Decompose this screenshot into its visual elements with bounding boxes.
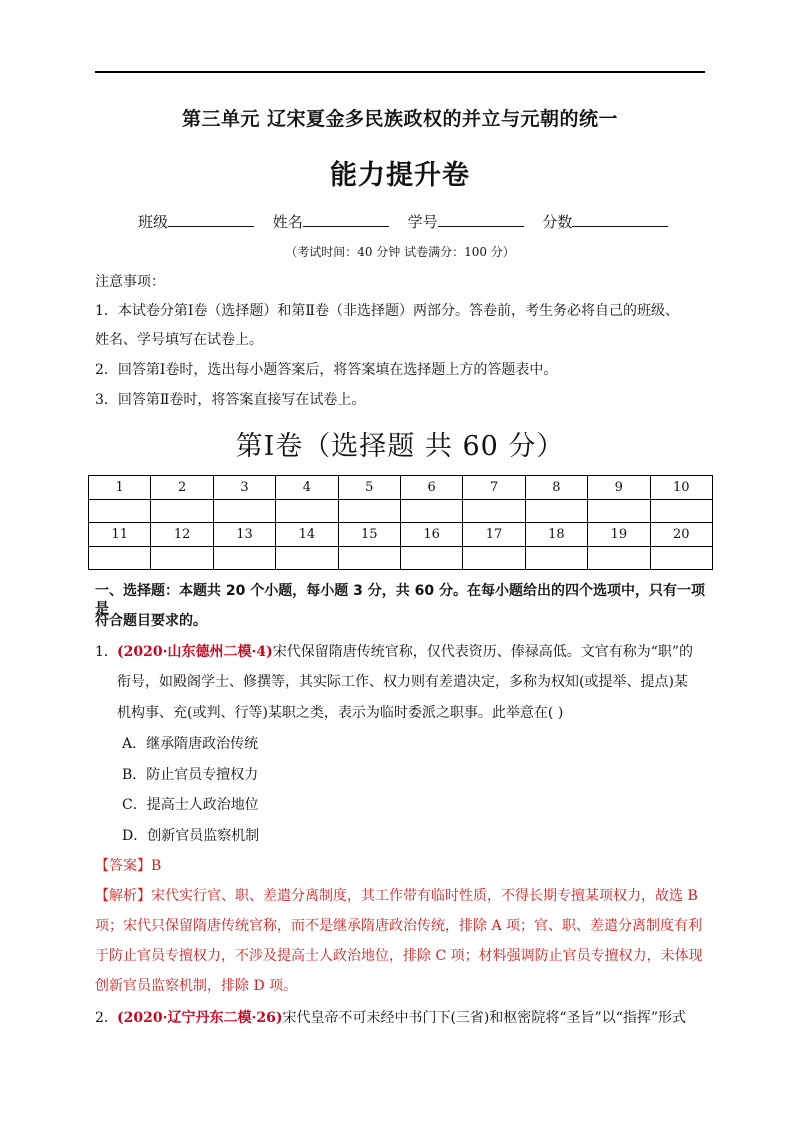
answer-number-cell: 8 (525, 476, 587, 500)
answer-number-cell: 16 (400, 523, 462, 547)
answer-blank-cell[interactable] (151, 499, 213, 523)
score-blank[interactable] (572, 212, 668, 227)
answer-number-cell: 2 (151, 476, 213, 500)
question-2-stem-line-1: 宋代皇帝不可未经中书门下(三省)和枢密院将“圣旨”以“指挥”形式 (282, 1010, 687, 1026)
unit-title: 第三单元 辽宋夏金多民族政权的并立与元朝的统一 (181, 108, 619, 130)
section-title: 第Ⅰ卷（选择题 共 60 分） (235, 431, 565, 462)
score-field (542, 211, 668, 232)
name-label: 姓名 (272, 213, 303, 231)
question-1-analysis-line-2: 项；宋代只保留隋唐传统官称，而不是继承隋唐政治传统，排除 A 项；官、职、差遣分离制度有利 (95, 918, 703, 934)
answer-blank-cell[interactable] (650, 546, 712, 570)
answer-number-cell: 11 (89, 523, 151, 547)
exam-time-info: （考试时间：40 分钟 试卷满分：100 分） (285, 245, 515, 259)
question-1-stem-line-1: 宋代保留隋唐传统官称，仅代表资历、俸禄高低。文官有称为“职”的 (272, 644, 694, 660)
student-id-field (408, 211, 524, 232)
student-id-blank[interactable] (438, 212, 524, 227)
answer-blank-cell[interactable] (463, 546, 525, 570)
answer-blank-cell[interactable] (276, 546, 338, 570)
answer-number-cell: 13 (213, 523, 275, 547)
notice-item-2: 2．回答第Ⅰ卷时，选出每小题答案后，将答案填在选择题上方的答题表中。 (95, 362, 558, 378)
name-blank[interactable] (303, 212, 389, 227)
score-label: 分数 (542, 213, 573, 231)
answer-table-header-row (89, 523, 713, 547)
answer-number-cell: 10 (650, 476, 712, 500)
answer-table-blank-row (89, 499, 713, 523)
answer-blank-cell[interactable] (338, 499, 400, 523)
class-field (138, 211, 254, 232)
answer-blank-cell[interactable] (525, 546, 587, 570)
question-1-analysis-line-4: 创新官员监察机制，排除 D 项。 (95, 978, 298, 994)
question-1-option-d[interactable]: D．创新官员监察机制 (122, 828, 260, 844)
student-info-fields (138, 211, 682, 232)
answer-number-cell: 12 (151, 523, 213, 547)
question-1-option-c[interactable]: C．提高士人政治地位 (122, 797, 259, 813)
answer-table-blank-row (89, 546, 713, 570)
student-id-label: 学号 (407, 213, 438, 231)
question-1-option-a[interactable]: A．继承隋唐政治传统 (122, 736, 259, 752)
answer-table (88, 475, 713, 570)
answer-number-cell: 20 (650, 523, 712, 547)
answer-number-cell: 9 (588, 476, 650, 500)
answer-number-cell: 15 (338, 523, 400, 547)
answer-number-cell: 4 (276, 476, 338, 500)
answer-blank-cell[interactable] (588, 499, 650, 523)
question-1-first-line (95, 643, 715, 661)
question-1-answer: 【答案】B (95, 858, 162, 874)
answer-number-cell: 18 (525, 523, 587, 547)
answer-number-cell: 14 (276, 523, 338, 547)
question-1-stem-line-3: 机构事、充(或判、行等)某职之类，表示为临时委派之职事。此举意在( ) (117, 705, 564, 721)
question-2-first-line (95, 1009, 715, 1027)
exam-title: 能力提升卷 (330, 160, 470, 191)
answer-blank-cell[interactable] (400, 546, 462, 570)
question-1-analysis-line-1: 【解析】宋代实行官、职、差遣分离制度，其工作带有临时性质，不得长期专擅某项权力，故选 B (95, 888, 698, 904)
notice-item-1-line-2: 姓名、学号填写在试卷上。 (95, 332, 263, 348)
answer-blank-cell[interactable] (338, 546, 400, 570)
notice-heading: 注意事项： (95, 274, 165, 290)
answer-blank-cell[interactable] (213, 546, 275, 570)
name-field (273, 211, 389, 232)
question-1-source: (2020·山东德州二模·4) (117, 644, 273, 660)
question-1-option-b[interactable]: B．防止官员专擅权力 (122, 767, 259, 783)
answer-number-cell: 6 (400, 476, 462, 500)
answer-blank-cell[interactable] (650, 499, 712, 523)
question-1-stem-line-2: 衔号，如殿阁学士、修撰等，其实际工作、权力则有差遣决定，多称为权知(或提举、提点)某 (117, 674, 688, 690)
question-1-analysis-line-3: 于防止官员专擅权力，不涉及提高士人政治地位，排除 C 项；材料强调防止官员专擅权力，未体现 (95, 948, 703, 964)
question-2-number: 2． (95, 1010, 118, 1026)
notice-item-1-line-1: 1．本试卷分第Ⅰ卷（选择题）和第Ⅱ卷（非选择题）两部分。答卷前，考生务必将自己的班级、 (95, 303, 679, 319)
answer-blank-cell[interactable] (276, 499, 338, 523)
question-1-number: 1． (95, 644, 118, 660)
answer-table-header-row (89, 476, 713, 500)
answer-blank-cell[interactable] (89, 499, 151, 523)
answer-number-cell: 19 (588, 523, 650, 547)
answer-blank-cell[interactable] (151, 546, 213, 570)
choice-instructions-line-1: 一、选择题：本题共 20 个小题，每小题 3 分，共 60 分。在每小题给出的四个选项中，只有一项是 (95, 583, 705, 617)
notice-item-3: 3．回答第Ⅱ卷时，将答案直接写在试卷上。 (95, 392, 366, 408)
answer-number-cell: 1 (89, 476, 151, 500)
question-2-source: (2020·辽宁丹东二模·26) (117, 1010, 283, 1026)
answer-blank-cell[interactable] (89, 546, 151, 570)
answer-number-cell: 5 (338, 476, 400, 500)
answer-blank-cell[interactable] (213, 499, 275, 523)
answer-blank-cell[interactable] (588, 546, 650, 570)
header-rule (95, 71, 705, 73)
answer-number-cell: 7 (463, 476, 525, 500)
class-blank[interactable] (168, 212, 254, 227)
answer-blank-cell[interactable] (525, 499, 587, 523)
class-label: 班级 (138, 213, 169, 231)
answer-blank-cell[interactable] (400, 499, 462, 523)
answer-blank-cell[interactable] (463, 499, 525, 523)
answer-number-cell: 17 (463, 523, 525, 547)
choice-instructions-line-2: 符合题目要求的。 (95, 613, 207, 629)
answer-number-cell: 3 (213, 476, 275, 500)
